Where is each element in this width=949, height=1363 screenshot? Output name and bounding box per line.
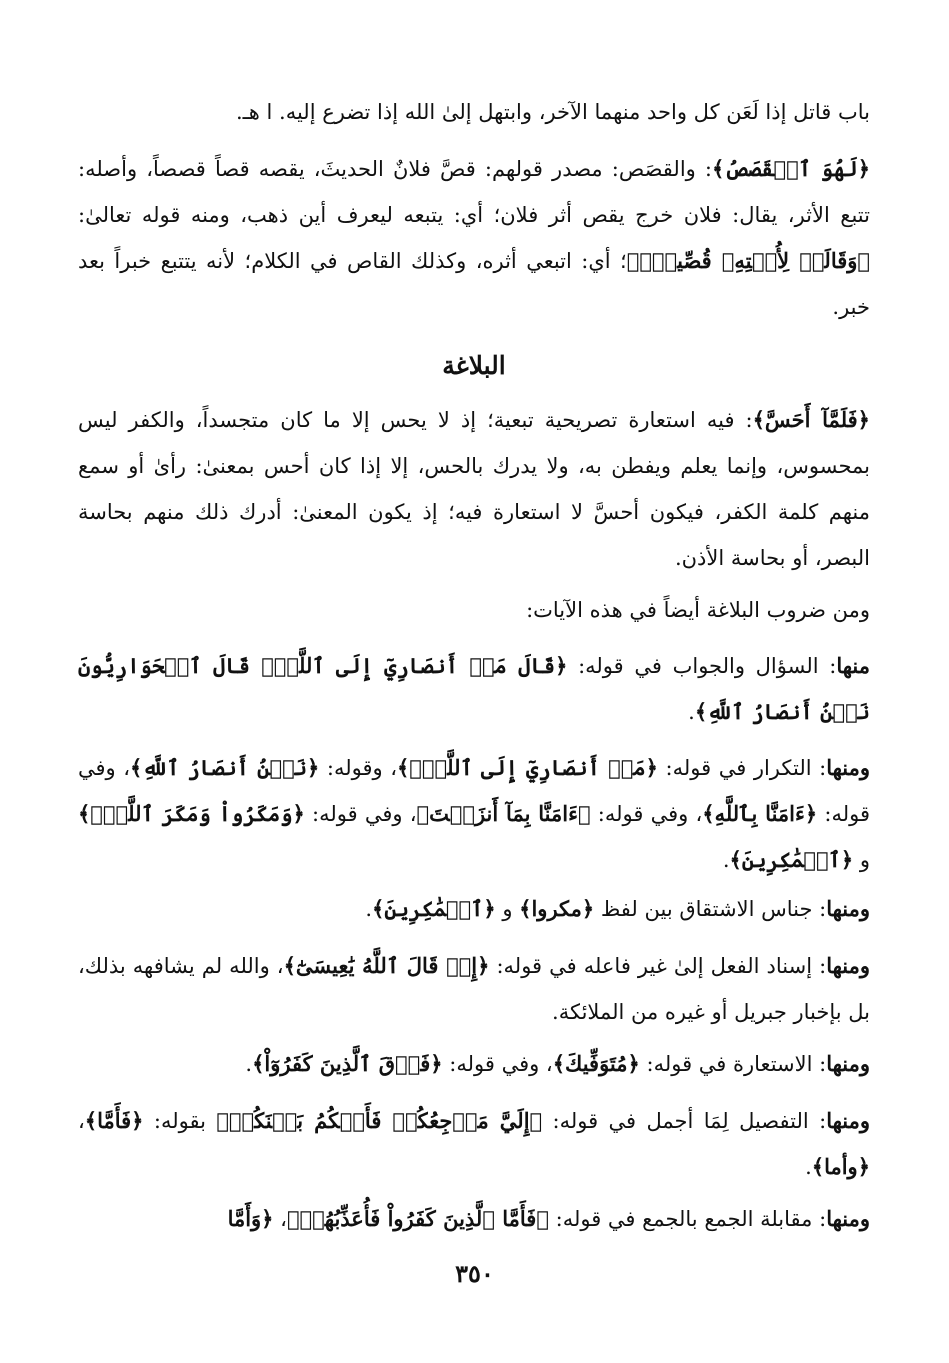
paragraph-ahassa (78, 397, 870, 581)
paragraph-text: ، وفي قوله: (590, 802, 703, 826)
paragraph-qasas (78, 146, 870, 330)
quran-quote: ﴿مُتَوَفِّيكَ﴾ (552, 1051, 640, 1076)
paragraph-lead: ومنها (826, 1051, 870, 1076)
paragraph-text: : والقصَص: مصدر قولهم: قصَّ فلانٌ الحديثَ، يقصه قصاً قصصاً، وأصله: تتبع الأثر، يقال: فلان خرج يقص أثر فلان؛ أي: يتبعه ليعرف أين ذهب، ومنه قوله تعالىٰ: (78, 157, 870, 227)
quran-quote: ﴿فَوۡقَ ٱلَّذِينَ كَفَرُوٓاْ﴾ (252, 1051, 443, 1076)
paragraph-text: . (365, 897, 373, 921)
paragraph-text: ، وقوله: (319, 756, 397, 780)
quran-quote: ﴿ءَامَنَّا بِٱللَّهِ﴾ (702, 801, 818, 826)
paragraph-text: : التفصيل لِمَا أجمل في قوله: (542, 1109, 827, 1133)
paragraph-tafsil (78, 1098, 870, 1190)
paragraph-text: : مقابلة الجمع بالجمع في قوله: (548, 1207, 827, 1231)
quran-quote: ﴿وَمَكَرُواْ وَمَكَرَ ٱللَّهُۖ﴾ (78, 801, 305, 826)
quran-quote: ﴿وَأَمَّا (227, 1206, 274, 1231)
paragraph-repetition (78, 745, 870, 883)
paragraph-text: . (688, 700, 695, 724)
section-heading: البلاغة (442, 351, 506, 380)
paragraph-text: . (245, 1052, 253, 1076)
quran-quote: ﴿ءَامَنَّا بِمَآ أَنزَلۡتَ﴾ (416, 801, 591, 826)
paragraph-text: ، وفي قوله: (78, 756, 871, 826)
quran-quote: ﴿فَأَمَّا﴾ (84, 1108, 144, 1133)
paragraph-lead: ومنها (826, 896, 870, 921)
paragraph-isnad (78, 943, 870, 1035)
quran-quote: ﴿ٱلۡمَٰكِرِينَ﴾ (729, 847, 854, 872)
paragraph-text: ؛ أي: اتبعي أثره، وكذلك القاص في الكلام؛ لأنه يتتبع خبراً بعد خبر. (78, 249, 870, 319)
paragraph-question-answer (78, 643, 870, 735)
paragraph-text: بقوله: (143, 1109, 217, 1133)
paragraph-lead: ومنها (826, 755, 871, 780)
paragraph-text: . (722, 848, 730, 872)
paragraph-text: ، وفي قوله: (304, 802, 417, 826)
quran-quote: ﴿فَأَمَّا ٱلَّذِينَ كَفَرُواْ فَأُعَذِّبُهُمۡ﴾ (286, 1206, 549, 1231)
paragraph-intro (78, 587, 870, 633)
paragraph-text: : جناس الاشتقاق بين لفظ (594, 897, 827, 921)
paragraph-text: : السؤال والجواب في قوله: (567, 654, 837, 678)
paragraph-jinas (78, 886, 870, 932)
paragraph-text: و (495, 897, 520, 921)
paragraph-text: ، وفي قوله: (442, 1052, 553, 1076)
paragraph-text: : فيه استعارة تصريحية تبعية؛ إذ لا يحس إلا ما كان متجسداً، والكفر ليس بمحسوس، وإنما يعلم ويفطن به، ولا يدرك بالحس، إلا إذا كان أحس بمعنىٰ: رأىٰ أو سمع منهم كلمة الكفر، فيكون أحسَّ لا استعارة فيه؛ إذ يكون المعنىٰ: أدرك ذلك منهم بحاسة البصر، أو بحاسة الأذن. (78, 408, 870, 570)
paragraph-text: . (805, 1155, 812, 1179)
quran-quote: ﴿قَالَ مَنۡ أَنصَارِيٓ إِلَى ٱللَّهِۖ قَالَ ٱلۡحَوَارِيُّونَ نَحۡنُ أَنصَارُ ٱللَّهِ﴾ (78, 653, 870, 724)
paragraph-continuation (78, 89, 870, 135)
page-number: ٣٥٠ (455, 1259, 494, 1288)
quran-quote: ﴿فَلَمَّآ أَحَسَّ﴾ (752, 407, 870, 432)
quran-quote: ﴿وَقَالَتۡ لِأُخۡتِهِۦ قُصِّيهِۖ﴾ (626, 248, 870, 273)
paragraph-text: : إسناد الفعل إلىٰ غير فاعله في قوله: (489, 954, 827, 978)
quran-quote: ﴿إِذۡ قَالَ ٱللَّهُ يَٰعِيسَىٰٓ﴾ (283, 953, 490, 978)
quran-quote: ﴿ٱلۡمَٰكِرِينَ﴾ (372, 896, 496, 921)
quran-quote: ﴿وأما﴾ (811, 1154, 870, 1179)
paragraph-muqabala (78, 1196, 870, 1242)
paragraph-text: : التكرار في قوله: (657, 756, 827, 780)
paragraph-lead: ومنها (826, 1108, 870, 1133)
quran-quote: ﴿نَحۡنُ أَنصَارُ ٱللَّهِ﴾ (130, 755, 320, 780)
paragraph-text: و (853, 848, 870, 872)
paragraph-lead: ومنها (826, 1206, 870, 1231)
quran-quote: ﴿لَهُوَ ٱلۡقَصَصُ﴾ (712, 156, 871, 181)
paragraph-lead: ومنها (826, 953, 870, 978)
paragraph-text: : الاستعارة في قوله: (639, 1052, 827, 1076)
paragraph-lead: منها (836, 653, 870, 678)
paragraph-text: ، والله لم يشافهه بذلك، بل بإخبار جبريل أو غيره من الملائكة. (78, 954, 870, 1024)
quran-quote: ﴿مَنۡ أَنصَارِيٓ إِلَى ٱللَّهِۖ﴾ (397, 755, 658, 780)
paragraph-text: باب قاتل إذا لَعَن كل واحد منهما الآخر، وابتهل إلىٰ الله إذا تضرع إليه. ا هـ. (235, 100, 870, 124)
quran-quote: ﴿إِلَيَّ مَرۡجِعُكُمۡ فَأَحۡكُمُ بَيۡنَكُمۡ﴾ (216, 1108, 543, 1133)
paragraph-text: ، (273, 1207, 287, 1231)
quran-quote: ﴿مكروا﴾ (519, 896, 595, 921)
paragraph-text: ، (78, 1109, 85, 1133)
paragraph-text: ومن ضروب البلاغة أيضاً في هذه الآيات: (526, 598, 870, 622)
paragraph-istiara (78, 1041, 870, 1087)
